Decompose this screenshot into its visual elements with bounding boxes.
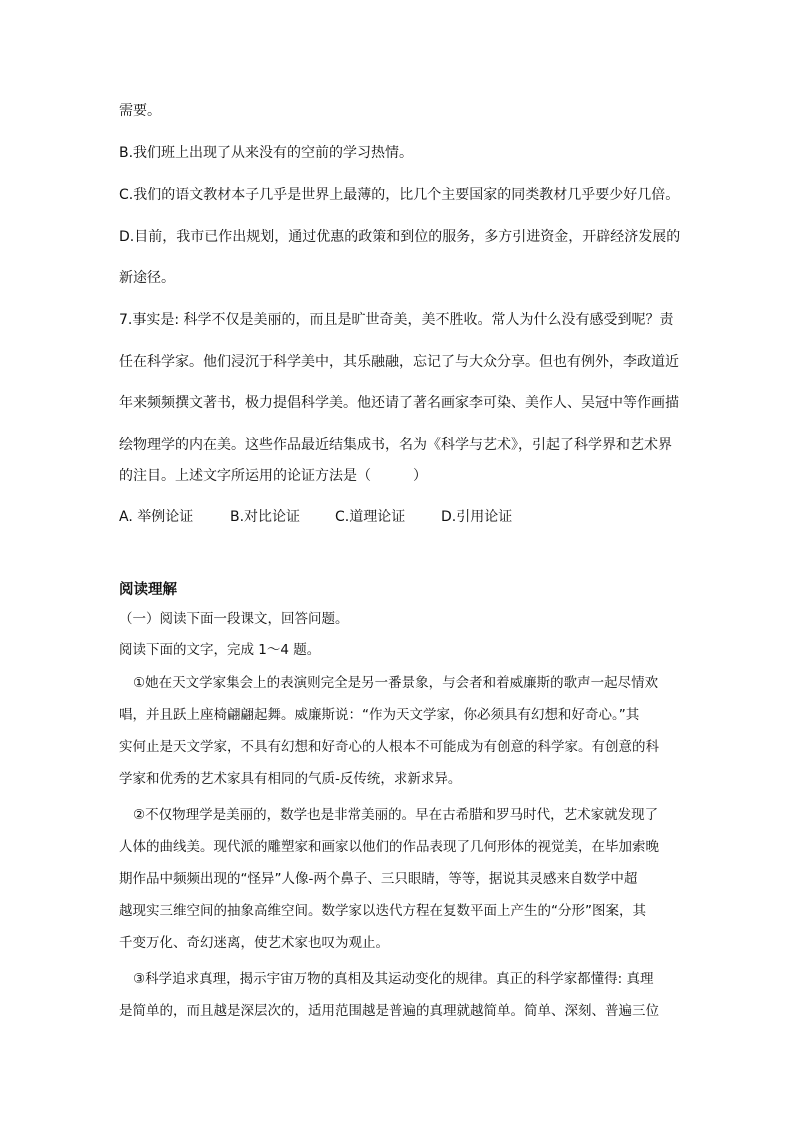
q7-line: 任在科学家。他们浸沉于科学美中，其乐融融，忘记了与大众分享。但也有例外，李政道近 bbox=[119, 354, 679, 370]
q6-option-d-line2: 新途径。 bbox=[119, 270, 175, 286]
paragraph-3-line: 是简单的，而且越是深层次的，适用范围越是普遍的真理就越简单。简单、深刻、普遍三位 bbox=[119, 1003, 659, 1019]
q7-line: 绘物理学的内在美。这些作品最近结集成书，名为《科学与艺术》，引起了科学界和艺术界 bbox=[119, 437, 672, 453]
q7-option-d: D.引用论证 bbox=[441, 509, 513, 525]
paragraph-3-line: ③科学追求真理，揭示宇宙万物的真相及其运动变化的规律。真正的科学家都懂得: 真理 bbox=[133, 971, 654, 987]
q7-line: 7.事实是: 科学不仅是美丽的，而且是旷世奇美，美不胜收。常人为什么没有感受到呢？责 bbox=[119, 312, 674, 328]
paragraph-2-line: 越现实三维空间的抽象高维空间。数学家以迭代方程在复数平面上产生的“分形”图案，其 bbox=[119, 903, 646, 919]
paragraph-1-line: 学家和优秀的艺术家具有相同的气质-反传统，求新求异。 bbox=[119, 771, 462, 787]
section-heading: 阅读理解 bbox=[119, 582, 177, 598]
q7-option-a: A. 举例论证 bbox=[119, 509, 194, 525]
q7-line: 年来频频撰文著书，极力提倡科学美。他还请了著名画家李可染、美作人、吴冠中等作画描 bbox=[119, 395, 679, 411]
paragraph-2-line: 人体的曲线美。现代派的雕塑家和画家以他们的作品表现了几何形体的视觉美，在毕加索晚 bbox=[119, 839, 659, 855]
q6-stem-tail: 需要。 bbox=[119, 103, 161, 119]
paragraph-2-line: ②不仅物理学是美丽的，数学也是非常美丽的。早在古希腊和罗马时代，艺术家就发现了 bbox=[133, 807, 659, 823]
paragraph-2-line: 期作品中频频出现的“怪异”人像-两个鼻子、三只眼睛，等等，据说其灵感来自数学中超 bbox=[119, 871, 638, 887]
q7-option-c: C.道理论证 bbox=[335, 509, 406, 525]
paragraph-1-line: 唱，并且跃上座椅翩翩起舞。威廉斯说：“作为天文学家，你必须具有幻想和好奇心。”其 bbox=[119, 707, 640, 723]
q7-line: 的注目。上述文字所运用的论证方法是（ ） bbox=[119, 468, 427, 484]
q6-option-d-line1: D.目前，我市已作出规划，通过优惠的政策和到位的服务，多方引进资金，开辟经济发展的 bbox=[119, 229, 681, 245]
paragraph-1-line: 实何止是天文学家，不具有幻想和好奇心的人根本不可能成为有创意的科学家。有创意的科 bbox=[119, 739, 659, 755]
q7-option-b: B.对比论证 bbox=[230, 509, 301, 525]
paragraph-2-line: 千变万化、奇幻迷离，使艺术家也叹为观止。 bbox=[119, 935, 389, 951]
paragraph-1-line: ①她在天文学家集会上的表演则完全是另一番景象，与会者和着威廉斯的歌声一起尽情欢 bbox=[133, 675, 659, 691]
q6-option-c: C.我们的语文教材本子几乎是世界上最薄的，比几个主要国家的同类教材几乎要少好几倍。 bbox=[119, 187, 680, 203]
reading-subheading: （一）阅读下面一段课文，回答问题。 bbox=[119, 611, 349, 627]
reading-instruction: 阅读下面的文字，完成 1～4 题。 bbox=[119, 642, 321, 658]
q6-option-b: B.我们班上出现了从来没有的空前的学习热情。 bbox=[119, 145, 414, 161]
